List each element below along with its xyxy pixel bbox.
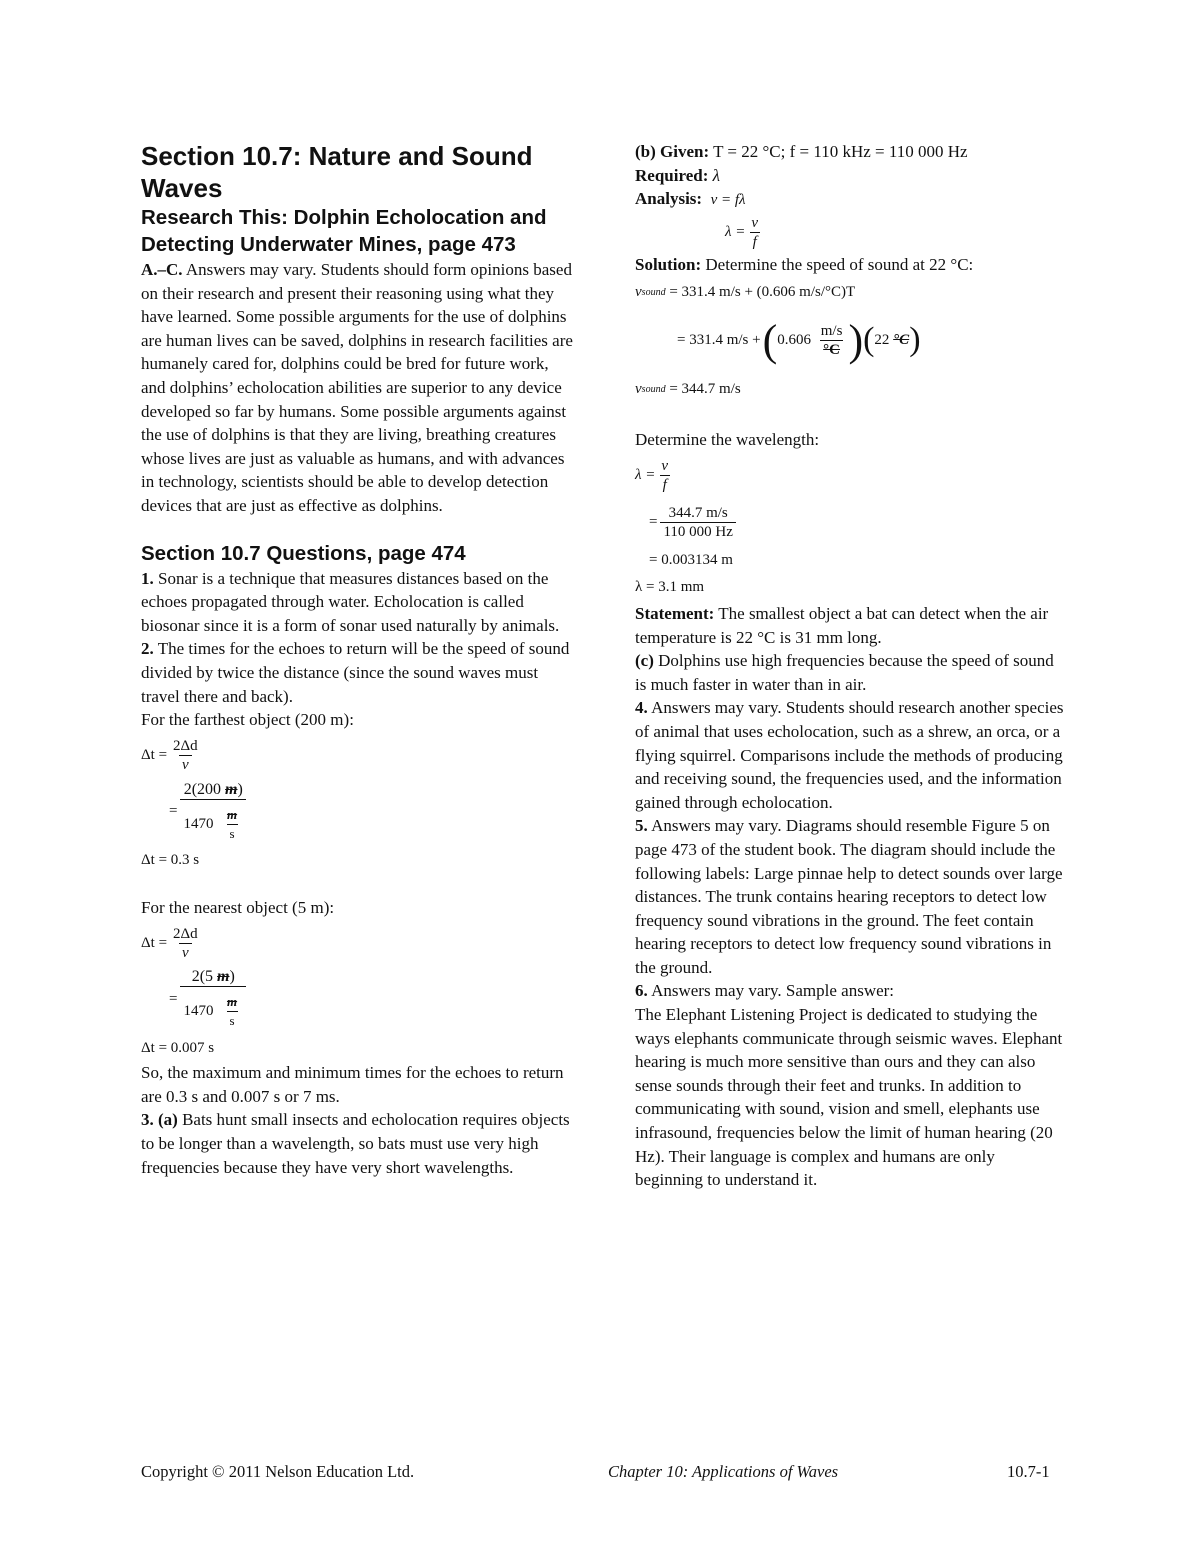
speed-unit-m-2: m <box>226 994 238 1010</box>
eq-num: 2Δd <box>173 738 198 755</box>
required-label: Required: <box>635 165 709 185</box>
q1-paragraph <box>141 567 573 638</box>
speed-unit <box>224 806 240 843</box>
vsound-equations <box>635 276 1065 406</box>
eq-den-2: v <box>179 943 192 962</box>
lambda-lhs: λ = <box>635 467 656 484</box>
eq-equals: = <box>169 803 178 820</box>
analysis-num: v <box>751 215 759 232</box>
nearest-equation <box>141 923 573 1061</box>
analysis-eq1: v = fλ <box>710 192 746 209</box>
v-subscript: sound <box>641 286 666 298</box>
q3-paragraph <box>141 1108 573 1179</box>
footer-chapter: Chapter 10: Applications of Waves <box>608 1462 839 1481</box>
nearest-label: For the nearest object (5 m): <box>141 897 335 917</box>
left-column <box>141 140 573 1179</box>
q4-text: Answers may vary. Students should research another species of animal that uses echolocation, such as a shrew, an orca, or a flying squirrel. Comparisons include the methods of producing and receiving sound, the frequencies used, and the information gained through echolocation. <box>635 698 1064 812</box>
farthest-label: For the farthest object (200 m): <box>141 710 354 730</box>
speed-unit-2 <box>224 993 240 1030</box>
speed-unit-m: m <box>226 806 238 822</box>
lambda-decimal: = 0.003134 m <box>649 552 733 569</box>
cancelled-m-2: m <box>217 968 230 986</box>
lambda-equals: = <box>649 514 658 531</box>
paren-close: ) <box>848 315 864 365</box>
paren-open: ( <box>762 315 778 365</box>
vsound-unit-den: °C <box>820 340 843 359</box>
lambda-value-fraction <box>660 504 735 541</box>
questions-title: Section 10.7 Questions, page 474 <box>141 541 466 565</box>
ac-label: A.–C. <box>141 260 183 279</box>
analysis-label: Analysis: <box>635 189 703 209</box>
farthest-dist: 200 <box>197 780 222 798</box>
farthest-num: 2(200 m) <box>183 780 243 798</box>
q6-label: 6. <box>635 981 648 1001</box>
farthest-fraction <box>180 781 246 843</box>
solution-label: Solution: <box>635 254 702 274</box>
q1-label: 1. <box>141 568 154 588</box>
analysis-den: f <box>750 232 760 251</box>
nearest-den <box>180 986 246 1030</box>
v-subscript-2: sound <box>641 383 666 395</box>
vsound-eq1: = 331.4 m/s + (0.606 m/s/°C)T <box>669 283 856 300</box>
lambda-fraction <box>658 457 671 494</box>
solution-line <box>635 253 1065 277</box>
q6-text1: Answers may vary. Sample answer: <box>651 981 895 1001</box>
footer-page-number: 10.7-1 <box>1007 1462 1050 1481</box>
wavelength-equations <box>635 454 1065 602</box>
lambda-den: f <box>660 475 670 494</box>
analysis-eq2-lhs: λ = <box>725 224 746 241</box>
lambda-den-val: 110 000 Hz <box>660 522 735 541</box>
eq-lhs: Δt = <box>141 747 168 764</box>
vsound-eq3: = 344.7 m/s <box>669 380 741 397</box>
q5-text: Answers may vary. Diagrams should resemble Figure 5 on page 473 of the student book. The diagram should include the following labels: Large pinnae help to detect sounds over large distances. The trunk contains hearing receptors to detect low frequency sound vibrations in the ground. The feet contain hearing receptors to detect low frequency sound vibrations in the ground. <box>635 816 1063 977</box>
speed-value-2: 1470 <box>183 1003 214 1020</box>
cancelled-m: m <box>225 780 238 798</box>
farthest-equation <box>141 736 573 874</box>
analysis-line <box>635 187 1065 213</box>
q3a-label: (a) <box>158 1110 178 1130</box>
farthest-result: Δt = 0.3 s <box>141 852 200 869</box>
required-value: λ <box>712 165 720 185</box>
q1-text: Sonar is a technique that measures distances based on the echoes propagated through water. Echolocation is called biosonar since it is a form of sonar used naturally by animals. <box>141 568 560 635</box>
v-symbol-2: v <box>635 380 642 397</box>
statement-text: The smallest object a bat can detect when the air temperature is 22 °C is 31 mm long. <box>635 603 1049 647</box>
nearest-num: 2(5 m) <box>191 968 235 986</box>
q5-paragraph <box>635 814 1065 979</box>
b-given-line <box>635 140 1065 164</box>
q2-paragraph <box>141 637 573 708</box>
q4-paragraph <box>635 696 1065 814</box>
eq-equals-2: = <box>169 990 178 1007</box>
wavelength-text: Determine the wavelength: <box>635 430 820 450</box>
b-given: T = 22 °C; f = 110 kHz = 110 000 Hz <box>713 142 968 161</box>
paren-open-2: ( <box>863 321 875 359</box>
vsound-coef: 0.606 <box>777 331 811 348</box>
b-label: (b) Given: <box>635 142 710 161</box>
analysis-eq2 <box>635 213 1065 253</box>
lambda-result: λ = 3.1 mm <box>635 579 705 596</box>
nearest-fraction <box>180 968 246 1030</box>
required-line <box>635 164 1065 188</box>
paren-close-2: ) <box>909 321 921 359</box>
eq-fraction-2 <box>170 925 201 962</box>
solution-text: Determine the speed of sound at 22 °C: <box>705 254 974 274</box>
q3-label: 3. <box>141 1110 154 1130</box>
eq-lhs-2: Δt = <box>141 934 168 951</box>
vsound-temp: 22 <box>874 331 890 348</box>
right-column <box>635 140 1065 1192</box>
analysis-fraction <box>748 214 761 251</box>
eq-num-2: 2Δd <box>173 925 198 942</box>
cancelled-degc: °C <box>893 331 910 348</box>
q4-label: 4. <box>635 698 648 718</box>
speed-unit-s: s <box>227 824 238 843</box>
statement-label: Statement: <box>635 603 715 623</box>
ac-paragraph <box>141 258 573 518</box>
q6-paragraph <box>635 979 1065 1003</box>
footer-copyright: Copyright © 2011 Nelson Education Ltd. <box>141 1462 415 1481</box>
q2-label: 2. <box>141 639 154 659</box>
q5-label: 5. <box>635 816 648 836</box>
q2-conclusion: So, the maximum and minimum times for the echoes to return are 0.3 s and 0.007 s or 7 ms. <box>141 1063 564 1106</box>
c-label: (c) <box>635 651 654 671</box>
vsound-unit-num: m/s <box>820 322 843 339</box>
c-text: Dolphins use high frequencies because the speed of sound is much faster in water than in air. <box>635 651 1054 694</box>
nearest-result: Δt = 0.007 s <box>141 1039 215 1056</box>
eq-fraction <box>170 737 201 774</box>
nearest-dist: 5 <box>205 968 214 986</box>
statement-paragraph <box>635 602 1065 649</box>
ac-text: Answers may vary. Students should form opinions based on their research and present their reasoning using what they have learned. Some possible arguments for the use of dolphins are human lives can be saved, dolphins in research facilities are humanely cared for, dolphins could be bred for future work, and dolphins’ echolocation abilities are superior to any device developed so far by humans. Some possible arguments against the use of dolphins is that they are living, breathing creatures whose lives are just as valuable as humans, and with advances in technology, scientists should be able to develop detection devices that are just as effective as dolphins. <box>141 260 573 515</box>
speed-value: 1470 <box>183 815 214 832</box>
q3a-text: Bats hunt small insects and echolocation requires objects to be longer than a wavelength, so bats must use very high frequencies because they have very short wavelengths. <box>141 1110 570 1177</box>
q6-answer: The Elephant Listening Project is dedicated to studying the ways elephants communicate through seismic waves. Elephant hearing is much more sensitive than ours and they can also sense sounds through their feet and trunks. In addition to communicating with sound, vision and smell, elephants use infrasound, frequencies below the limit of human hearing (20 Hz). Their language is complex and humans are only beginning to understand it. <box>635 1005 1063 1190</box>
vsound-unit <box>818 322 846 359</box>
lambda-num: v <box>661 458 669 475</box>
eq-den: v <box>179 755 192 774</box>
v-symbol: v <box>635 283 642 300</box>
c-paragraph <box>635 649 1065 696</box>
research-title: Research This: Dolphin Echolocation and Detecting Underwater Mines, page 473 <box>141 206 547 256</box>
q2-text: The times for the echoes to return will be the speed of sound divided by twice the distance (since the sound waves must travel there and back). <box>141 639 570 706</box>
farthest-den <box>180 799 246 843</box>
vsound-eq2-a: = 331.4 m/s + <box>677 331 761 348</box>
lambda-num-val: 344.7 m/s <box>668 505 728 522</box>
section-title: Section 10.7: Nature and Sound Waves <box>141 141 533 203</box>
speed-unit-s-2: s <box>227 1011 238 1030</box>
